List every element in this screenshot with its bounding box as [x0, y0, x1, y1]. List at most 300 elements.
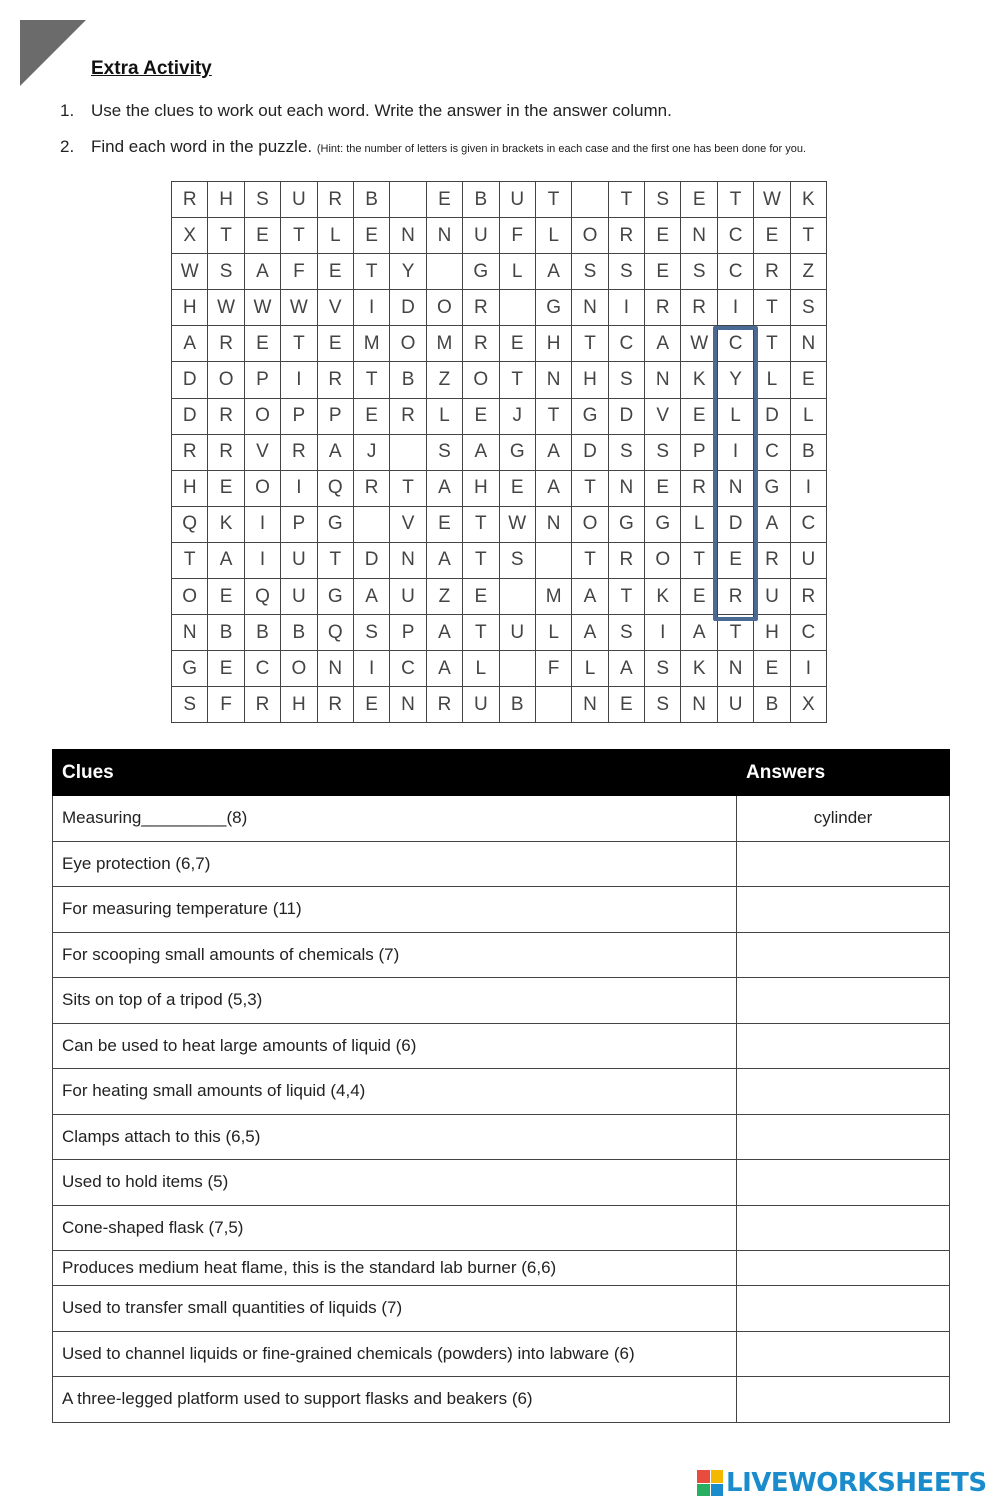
grid-cell[interactable]: O [390, 326, 426, 362]
grid-cell[interactable]: F [535, 651, 571, 687]
grid-cell[interactable]: B [754, 687, 790, 723]
clue-row [53, 1023, 950, 1069]
grid-cell[interactable]: E [499, 326, 535, 362]
grid-cell[interactable] [426, 254, 462, 290]
grid-cell[interactable]: R [608, 218, 644, 254]
grid-cell[interactable]: Y [717, 362, 753, 398]
grid-cell[interactable]: I [790, 651, 826, 687]
logo-text: LIVEWORKSHEETS [726, 1468, 987, 1498]
grid-cell[interactable]: N [790, 326, 826, 362]
grid-cell[interactable]: S [645, 687, 681, 723]
grid-cell[interactable]: N [172, 615, 208, 651]
grid-cell[interactable]: V [390, 506, 426, 542]
grid-cell[interactable]: G [172, 651, 208, 687]
grid-cell[interactable] [390, 182, 426, 218]
grid-cell[interactable]: O [172, 579, 208, 615]
grid-cell[interactable]: U [754, 579, 790, 615]
grid-cell[interactable]: E [208, 651, 244, 687]
grid-cell[interactable]: I [353, 651, 389, 687]
grid-cell[interactable]: P [681, 434, 717, 470]
grid-cell[interactable]: N [317, 651, 353, 687]
grid-cell[interactable]: R [208, 398, 244, 434]
grid-cell[interactable]: E [645, 470, 681, 506]
grid-cell[interactable]: R [317, 687, 353, 723]
grid-cell[interactable]: U [281, 579, 317, 615]
grid-cell[interactable]: N [681, 687, 717, 723]
grid-cell[interactable]: V [645, 398, 681, 434]
grid-cell[interactable]: W [499, 506, 535, 542]
grid-cell[interactable]: H [281, 687, 317, 723]
grid-cell[interactable]: E [681, 182, 717, 218]
grid-cell[interactable]: A [426, 615, 462, 651]
grid-cell[interactable]: R [353, 470, 389, 506]
grid-cell[interactable] [535, 687, 571, 723]
grid-cell[interactable]: S [608, 434, 644, 470]
grid-cell[interactable]: R [317, 182, 353, 218]
grid-cell[interactable]: S [426, 434, 462, 470]
grid-cell[interactable]: U [717, 687, 753, 723]
grid-cell[interactable]: Z [426, 362, 462, 398]
grid-cell[interactable]: O [281, 651, 317, 687]
answer-field[interactable] [737, 1114, 950, 1160]
grid-cell[interactable]: I [608, 290, 644, 326]
grid-cell[interactable]: T [754, 326, 790, 362]
grid-cell[interactable]: E [244, 218, 280, 254]
grid-cell[interactable]: A [172, 326, 208, 362]
grid-cell[interactable]: R [208, 326, 244, 362]
clue-row [53, 1160, 950, 1206]
grid-cell[interactable]: I [717, 290, 753, 326]
grid-cell[interactable]: N [390, 542, 426, 578]
grid-cell[interactable]: B [244, 615, 280, 651]
grid-cell[interactable]: K [681, 362, 717, 398]
answer-field[interactable] [737, 1023, 950, 1069]
grid-cell[interactable]: N [681, 218, 717, 254]
answer-field[interactable] [737, 887, 950, 933]
grid-cell[interactable]: K [208, 506, 244, 542]
grid-cell[interactable]: R [754, 254, 790, 290]
grid-cell[interactable]: E [681, 398, 717, 434]
clue-row [53, 1251, 950, 1286]
grid-cell[interactable]: A [244, 254, 280, 290]
grid-cell[interactable]: F [281, 254, 317, 290]
grid-cell[interactable]: A [317, 434, 353, 470]
grid-cell[interactable]: O [572, 506, 608, 542]
grid-cell[interactable] [535, 542, 571, 578]
grid-cell[interactable]: N [608, 470, 644, 506]
grid-cell[interactable]: R [317, 362, 353, 398]
answer-field[interactable] [737, 978, 950, 1024]
grid-cell[interactable]: S [572, 254, 608, 290]
grid-cell[interactable]: A [645, 326, 681, 362]
grid-cell[interactable]: C [608, 326, 644, 362]
grid-cell[interactable]: B [208, 615, 244, 651]
grid-cell[interactable]: Q [317, 615, 353, 651]
grid-cell[interactable]: A [535, 254, 571, 290]
grid-cell[interactable]: L [681, 506, 717, 542]
grid-cell[interactable]: G [645, 506, 681, 542]
grid-cell[interactable]: H [172, 470, 208, 506]
clue-text: A three-legged platform used to support flasks and beakers (6) [53, 1377, 737, 1423]
grid-cell[interactable]: I [244, 542, 280, 578]
grid-cell[interactable]: S [353, 615, 389, 651]
grid-cell[interactable]: T [681, 542, 717, 578]
grid-cell[interactable]: C [754, 434, 790, 470]
grid-cell[interactable]: M [426, 326, 462, 362]
grid-cell[interactable]: T [572, 470, 608, 506]
grid-cell[interactable]: X [790, 687, 826, 723]
grid-cell[interactable]: L [572, 651, 608, 687]
grid-cell[interactable]: T [535, 398, 571, 434]
grid-cell[interactable]: T [463, 615, 499, 651]
grid-cell[interactable]: F [499, 218, 535, 254]
grid-cell[interactable]: P [390, 615, 426, 651]
grid-cell[interactable]: K [645, 579, 681, 615]
grid-cell[interactable]: B [390, 362, 426, 398]
grid-cell[interactable]: T [353, 254, 389, 290]
grid-cell[interactable]: I [790, 470, 826, 506]
grid-cell[interactable]: U [499, 615, 535, 651]
grid-cell[interactable]: R [390, 398, 426, 434]
grid-cell[interactable]: H [172, 290, 208, 326]
grid-cell[interactable]: T [281, 326, 317, 362]
grid-cell[interactable]: T [317, 542, 353, 578]
grid-cell[interactable]: N [572, 687, 608, 723]
grid-cell[interactable]: B [499, 687, 535, 723]
answer-field[interactable]: cylinder [737, 796, 950, 842]
clues-table-header [53, 750, 950, 796]
grid-cell[interactable]: D [754, 398, 790, 434]
grid-cell[interactable]: N [645, 362, 681, 398]
grid-cell[interactable] [390, 434, 426, 470]
grid-cell[interactable]: A [353, 579, 389, 615]
answer-field[interactable] [737, 1377, 950, 1423]
grid-cell[interactable]: U [463, 687, 499, 723]
grid-cell[interactable]: B [281, 615, 317, 651]
answer-field[interactable] [737, 1251, 950, 1286]
grid-cell[interactable]: A [608, 651, 644, 687]
grid-cell[interactable]: U [281, 542, 317, 578]
grid-cell[interactable]: T [353, 362, 389, 398]
grid-cell[interactable]: I [281, 470, 317, 506]
grid-cell[interactable]: G [317, 579, 353, 615]
grid-cell[interactable]: W [172, 254, 208, 290]
grid-cell[interactable]: E [353, 398, 389, 434]
grid-cell[interactable]: O [208, 362, 244, 398]
grid-cell[interactable]: T [208, 218, 244, 254]
grid-cell[interactable]: R [754, 542, 790, 578]
grid-cell[interactable]: G [608, 506, 644, 542]
grid-cell[interactable]: T [572, 326, 608, 362]
grid-cell[interactable]: R [717, 579, 753, 615]
grid-cell[interactable]: E [645, 254, 681, 290]
grid-cell[interactable]: D [172, 398, 208, 434]
grid-cell[interactable]: E [681, 579, 717, 615]
grid-cell[interactable]: L [754, 362, 790, 398]
grid-cell[interactable]: Q [317, 470, 353, 506]
grid-cell[interactable]: V [244, 434, 280, 470]
grid-cell[interactable]: S [608, 615, 644, 651]
answer-field[interactable] [737, 841, 950, 887]
grid-cell[interactable]: A [463, 434, 499, 470]
grid-cell[interactable]: A [535, 470, 571, 506]
grid-cell[interactable]: L [790, 398, 826, 434]
grid-cell[interactable]: E [608, 687, 644, 723]
grid-cell[interactable]: S [645, 651, 681, 687]
grid-cell[interactable]: O [426, 290, 462, 326]
grid-cell[interactable]: E [426, 182, 462, 218]
grid-cell[interactable]: Y [390, 254, 426, 290]
grid-cell[interactable]: B [353, 182, 389, 218]
grid-cell[interactable]: I [645, 615, 681, 651]
grid-cell[interactable]: R [463, 326, 499, 362]
grid-cell[interactable]: A [572, 615, 608, 651]
grid-cell[interactable]: C [717, 218, 753, 254]
grid-cell[interactable]: Q [172, 506, 208, 542]
grid-cell[interactable]: O [244, 470, 280, 506]
grid-cell[interactable]: A [754, 506, 790, 542]
grid-cell[interactable]: G [317, 506, 353, 542]
grid-cell[interactable]: T [717, 182, 753, 218]
grid-cell[interactable]: N [535, 506, 571, 542]
grid-cell[interactable]: W [681, 326, 717, 362]
grid-cell[interactable]: G [463, 254, 499, 290]
clue-text: Produces medium heat flame, this is the standard lab burner (6,6) [53, 1251, 737, 1286]
grid-cell[interactable]: S [645, 182, 681, 218]
grid-cell[interactable]: T [572, 542, 608, 578]
grid-cell[interactable]: E [208, 470, 244, 506]
grid-cell[interactable]: E [244, 326, 280, 362]
grid-cell[interactable]: I [244, 506, 280, 542]
grid-cell[interactable]: E [463, 398, 499, 434]
clue-text: Used to hold items (5) [53, 1160, 737, 1206]
grid-cell[interactable]: A [681, 615, 717, 651]
grid-cell[interactable]: H [572, 362, 608, 398]
grid-cell[interactable]: R [681, 290, 717, 326]
grid-cell[interactable]: F [208, 687, 244, 723]
grid-cell[interactable]: L [535, 615, 571, 651]
grid-cell[interactable] [572, 182, 608, 218]
grid-cell[interactable]: Z [426, 579, 462, 615]
clue-row [53, 978, 950, 1024]
grid-cell[interactable]: S [608, 254, 644, 290]
grid-cell[interactable]: R [281, 434, 317, 470]
grid-cell[interactable]: T [717, 615, 753, 651]
grid-cell[interactable]: D [572, 434, 608, 470]
grid-cell[interactable]: D [608, 398, 644, 434]
grid-cell[interactable]: T [172, 542, 208, 578]
grid-cell[interactable]: J [353, 434, 389, 470]
grid-cell[interactable]: H [463, 470, 499, 506]
grid-cell[interactable]: N [426, 218, 462, 254]
grid-cell[interactable]: Z [790, 254, 826, 290]
grid-cell[interactable] [499, 579, 535, 615]
grid-cell[interactable]: L [717, 398, 753, 434]
grid-cell[interactable]: I [281, 362, 317, 398]
grid-cell[interactable]: R [208, 434, 244, 470]
grid-cell[interactable]: L [463, 651, 499, 687]
grid-row [172, 290, 827, 326]
grid-cell[interactable]: L [317, 218, 353, 254]
grid-cell[interactable]: W [208, 290, 244, 326]
grid-cell[interactable]: T [608, 579, 644, 615]
grid-cell[interactable]: E [645, 218, 681, 254]
grid-cell[interactable] [499, 290, 535, 326]
grid-cell[interactable]: S [172, 687, 208, 723]
grid-cell[interactable]: T [390, 470, 426, 506]
grid-cell[interactable]: E [317, 326, 353, 362]
grid-cell[interactable]: G [499, 434, 535, 470]
answer-field[interactable] [737, 1205, 950, 1251]
grid-cell[interactable]: E [426, 506, 462, 542]
grid-cell[interactable]: T [790, 218, 826, 254]
grid-cell[interactable]: R [608, 542, 644, 578]
grid-cell[interactable]: S [645, 434, 681, 470]
grid-cell[interactable]: O [645, 542, 681, 578]
grid-cell[interactable]: U [281, 182, 317, 218]
grid-cell[interactable]: D [172, 362, 208, 398]
grid-cell[interactable]: G [535, 290, 571, 326]
grid-cell[interactable]: R [172, 182, 208, 218]
grid-cell[interactable]: Q [244, 579, 280, 615]
grid-cell[interactable]: T [608, 182, 644, 218]
answer-field[interactable] [737, 1069, 950, 1115]
grid-cell[interactable]: T [463, 542, 499, 578]
grid-cell[interactable]: E [208, 579, 244, 615]
grid-cell[interactable]: U [499, 182, 535, 218]
grid-cell[interactable]: R [463, 290, 499, 326]
grid-cell[interactable]: P [317, 398, 353, 434]
clue-row [53, 1286, 950, 1332]
grid-cell[interactable]: A [426, 542, 462, 578]
grid-cell[interactable]: I [717, 434, 753, 470]
grid-cell[interactable]: R [426, 687, 462, 723]
grid-cell[interactable]: E [463, 579, 499, 615]
grid-cell[interactable]: E [499, 470, 535, 506]
grid-cell[interactable]: U [390, 579, 426, 615]
grid-cell[interactable]: H [535, 326, 571, 362]
grid-cell[interactable]: E [353, 687, 389, 723]
grid-cell[interactable]: X [172, 218, 208, 254]
grid-cell[interactable]: A [572, 579, 608, 615]
grid-cell[interactable] [353, 506, 389, 542]
grid-cell[interactable]: S [499, 542, 535, 578]
grid-cell[interactable]: B [463, 182, 499, 218]
grid-cell[interactable]: R [172, 434, 208, 470]
grid-cell[interactable]: A [535, 434, 571, 470]
grid-cell[interactable]: N [717, 651, 753, 687]
grid-cell[interactable]: L [499, 254, 535, 290]
grid-cell[interactable]: E [717, 542, 753, 578]
grid-cell[interactable]: P [281, 398, 317, 434]
grid-cell[interactable]: B [790, 434, 826, 470]
grid-cell[interactable]: S [608, 362, 644, 398]
grid-cell[interactable]: E [353, 218, 389, 254]
grid-cell[interactable]: D [390, 290, 426, 326]
answer-field[interactable] [737, 1286, 950, 1332]
grid-cell[interactable]: G [572, 398, 608, 434]
grid-cell[interactable]: W [244, 290, 280, 326]
grid-cell[interactable]: C [790, 506, 826, 542]
grid-cell[interactable]: R [681, 470, 717, 506]
grid-cell[interactable]: K [790, 182, 826, 218]
clue-text: For heating small amounts of liquid (4,4) [53, 1069, 737, 1115]
grid-cell[interactable]: H [754, 615, 790, 651]
grid-cell[interactable]: C [244, 651, 280, 687]
grid-cell[interactable]: D [717, 506, 753, 542]
grid-cell[interactable]: N [572, 290, 608, 326]
grid-cell[interactable]: T [281, 218, 317, 254]
grid-cell[interactable]: S [681, 254, 717, 290]
grid-cell[interactable]: M [535, 579, 571, 615]
grid-cell[interactable]: T [535, 182, 571, 218]
grid-cell[interactable]: E [790, 362, 826, 398]
instruction-number: 1. [60, 101, 75, 120]
grid-cell[interactable]: T [463, 506, 499, 542]
grid-cell[interactable]: C [790, 615, 826, 651]
grid-cell[interactable]: R [244, 687, 280, 723]
grid-cell[interactable]: U [463, 218, 499, 254]
grid-cell[interactable]: C [390, 651, 426, 687]
grid-cell[interactable]: R [645, 290, 681, 326]
grid-cell[interactable]: P [244, 362, 280, 398]
grid-cell[interactable]: A [426, 470, 462, 506]
grid-cell[interactable]: K [681, 651, 717, 687]
grid-cell[interactable]: R [790, 579, 826, 615]
grid-cell[interactable]: T [754, 290, 790, 326]
grid-cell[interactable]: C [717, 326, 753, 362]
grid-cell[interactable]: S [208, 254, 244, 290]
grid-cell[interactable]: S [244, 182, 280, 218]
found-word-highlight [713, 326, 758, 621]
grid-cell[interactable]: M [353, 326, 389, 362]
grid-cell[interactable]: O [463, 362, 499, 398]
grid-cell[interactable] [499, 651, 535, 687]
grid-cell[interactable]: E [317, 254, 353, 290]
grid-cell[interactable]: T [499, 362, 535, 398]
grid-cell[interactable]: N [535, 362, 571, 398]
grid-cell[interactable]: J [499, 398, 535, 434]
grid-cell[interactable]: G [754, 470, 790, 506]
grid-cell[interactable]: A [426, 651, 462, 687]
grid-cell[interactable]: E [754, 651, 790, 687]
grid-cell[interactable]: V [317, 290, 353, 326]
grid-cell[interactable]: P [281, 506, 317, 542]
answer-field[interactable] [737, 932, 950, 978]
grid-cell[interactable]: D [353, 542, 389, 578]
grid-cell[interactable]: N [717, 470, 753, 506]
grid-cell[interactable]: W [281, 290, 317, 326]
grid-cell[interactable]: L [426, 398, 462, 434]
grid-cell[interactable]: W [754, 182, 790, 218]
answer-field[interactable] [737, 1331, 950, 1377]
grid-cell[interactable]: S [790, 290, 826, 326]
grid-cell[interactable]: E [754, 218, 790, 254]
grid-cell[interactable]: U [790, 542, 826, 578]
grid-cell[interactable]: H [208, 182, 244, 218]
grid-cell[interactable]: O [572, 218, 608, 254]
grid-cell[interactable]: N [390, 687, 426, 723]
grid-cell[interactable]: O [244, 398, 280, 434]
answer-field[interactable] [737, 1160, 950, 1206]
clue-text: Cone-shaped flask (7,5) [53, 1205, 737, 1251]
grid-cell[interactable]: L [535, 218, 571, 254]
grid-cell[interactable]: A [208, 542, 244, 578]
clue-text: Sits on top of a tripod (5,3) [53, 978, 737, 1024]
grid-cell[interactable]: I [353, 290, 389, 326]
grid-cell[interactable]: N [390, 218, 426, 254]
grid-cell[interactable]: C [717, 254, 753, 290]
